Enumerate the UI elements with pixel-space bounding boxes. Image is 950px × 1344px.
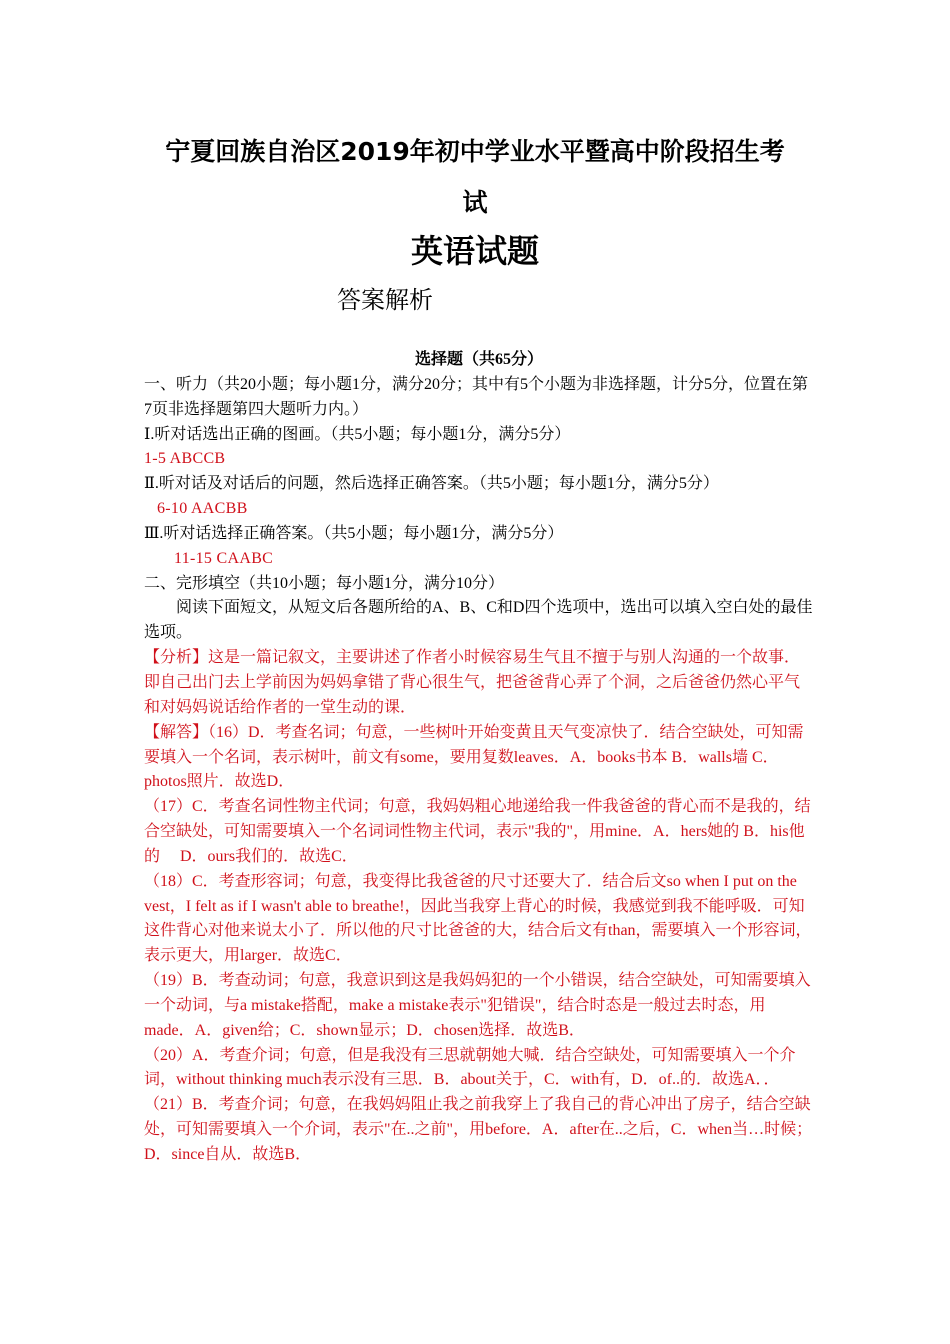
exam-title-line2: 试: [462, 188, 488, 217]
answer-analysis-title: 答案解析: [337, 286, 433, 314]
subject-title: 英语试题: [410, 232, 539, 270]
answer-q19: （19）B．考查动词；句意，我意识到这是我妈妈犯的一个小错误，结合空缺处，可知需要填入一个动词，与a mistake搭配，make a mistake表示"犯错误"，结合时态是一般过去时态，用made．A．given给；C．shown显示；D．chosen选择．故选B．: [144, 972, 811, 1039]
answer-q17: （17）C．考查名词性物主代词；句意，我妈妈粗心地递给我一件我爸爸的背心而不是我的，结合空缺处，可知需要填入一个名词词性物主代词，表示"我的"，用mine．A．hers她的 B．his他的 D．ours我们的．故选C．: [144, 798, 811, 865]
listening-part-2: Ⅱ.听对话及对话后的问题，然后选择正确答案。（共5小题；每小题1分，满分5分）: [144, 475, 719, 493]
answer-q21: （21）B．考查介词；句意，在我妈妈阻止我之前我穿上了我自己的背心冲出了房子，结合空缺处，可知需要填入一个介词，表示"在..之前"，用before．A．after在..之后，C．when当…时候；D．since自从．故选B．: [144, 1096, 813, 1163]
exam-title-line1: 宁夏回族自治区2019年初中学业水平暨高中阶段招生考: [165, 137, 785, 166]
analysis-paragraph: 【分析】这是一篇记叙文，主要讲述了作者小时候容易生气且不擅于与别人沟通的一个故事．即自己出门去上学前因为妈妈拿错了背心很生气，把爸爸背心弄了个洞，之后爸爸仍然心平气和对妈妈说话给作者的一堂生动的课．: [144, 649, 801, 716]
answer-q20: （20）A．考查介词；句意，但是我没有三思就朝她大喊．结合空缺处，可知需要填入一个介词，without thinking much表示没有三思．B．about关于，C．with有，D．of..的．故选A．．: [144, 1046, 796, 1089]
cloze-intro: 二、完形填空（共10小题；每小题1分，满分10分）: [144, 574, 505, 592]
answer-q16: 【解答】（16）D．考查名词；句意，一些树叶开始变黄且天气变凉快了．结合空缺处，可知需要填入一个名词，表示树叶，前文有some，要用复数leaves．A．books书本 B．walls墙 C．photos照片．故选D．: [144, 723, 804, 791]
listening-part-3: Ⅲ.听对话选择正确答案。（共5小题；每小题1分，满分5分）: [144, 524, 564, 542]
document-body: [144, 348, 814, 1168]
section-heading: 选择题（共65分）: [414, 351, 543, 368]
listening-part-1: Ⅰ.听对话选出正确的图画。（共5小题；每小题1分，满分5分）: [144, 425, 571, 443]
answer-11-15: 11-15 CAABC: [174, 549, 274, 567]
answer-q18: （18）C．考查形容词；句意，我变得比我爸爸的尺寸还要大了．结合后文so when I put on the vest，I felt as if I wasn't able to breathe!，因此当我穿上背心的时候，我感觉到我不能呼吸．可知这件背心对他来说太小了．所以他的尺寸比爸爸的大，结合后文有than，需要填入一个形容词，表示更大，用larger．故选C．: [144, 872, 812, 965]
listening-intro: 一、听力（共20小题；每小题1分，满分20分；其中有5个小题为非选择题，计分5分，位置在第7页非选择题第四大题听力内。）: [144, 375, 809, 418]
cloze-instructions: 阅读下面短文，从短文后各题所给的A、B、C和D四个选项中，选出可以填入空白处的最佳选项。: [144, 599, 813, 642]
answer-6-10: 6-10 AACBB: [157, 500, 248, 518]
answer-1-5: 1-5 ABCCB: [144, 450, 226, 468]
